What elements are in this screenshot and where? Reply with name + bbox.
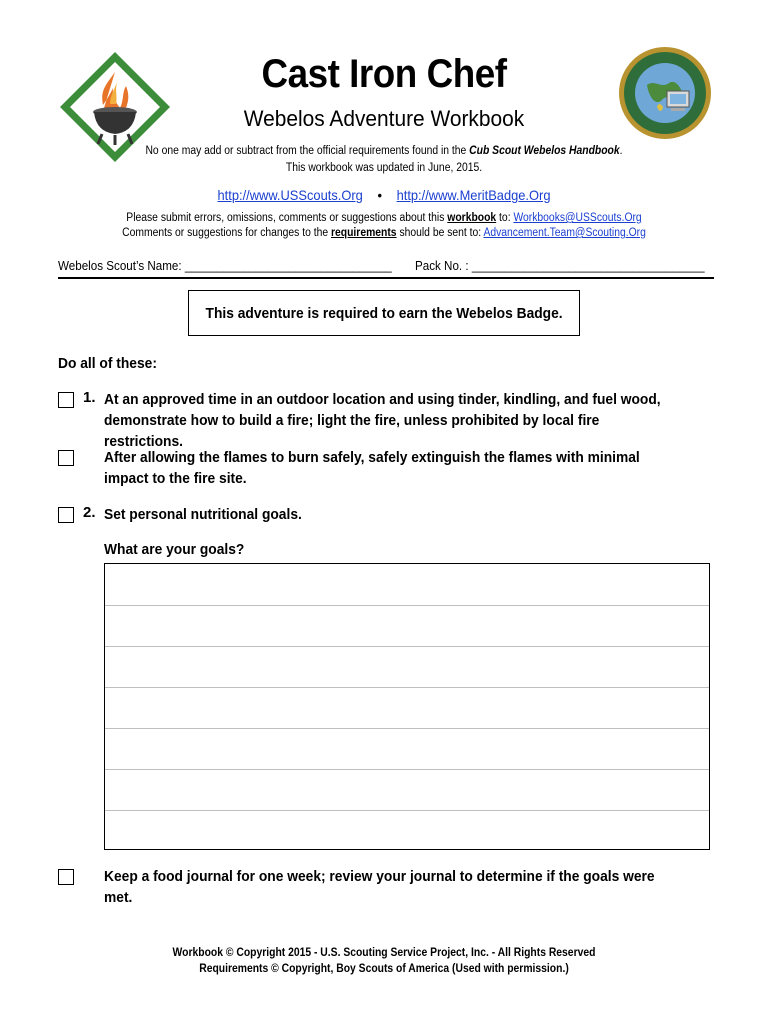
- bullet-separator: •: [377, 187, 382, 203]
- req-1b-checkbox[interactable]: [58, 450, 74, 466]
- requirements-copyright: Requirements © Copyright, Boy Scouts of America (Used with permission.): [199, 963, 569, 975]
- scout-name-field[interactable]: Webelos Scout’s Name: ________________________________: [58, 259, 392, 273]
- req-2-text: Set personal nutritional goals.: [104, 506, 302, 523]
- answer-line: [105, 646, 709, 647]
- updated-date: This workbook was updated in June, 2015.: [285, 162, 483, 174]
- pack-number-field[interactable]: Pack No. : ____________________________________: [414, 259, 705, 273]
- answer-line: [105, 769, 709, 770]
- answer-line: [105, 728, 709, 729]
- workbooks-email-link[interactable]: Workbooks@USScouts.Org: [513, 212, 642, 224]
- header-divider: [58, 277, 714, 279]
- answer-line: [105, 810, 709, 811]
- usscouts-link[interactable]: http://www.USScouts.Org: [217, 187, 363, 203]
- req-1-checkbox[interactable]: [58, 392, 74, 408]
- errors-contact: Please submit errors, omissions, comments or suggestions about this workbook to: Workbooks@USScouts.Org: [126, 212, 642, 224]
- workbook-copyright: Workbook © Copyright 2015 - U.S. Scouting Service Project, Inc. - All Rights Reserved: [172, 947, 596, 959]
- req-1b-text: After allowing the flames to burn safely, safely extinguish the flames with minimal impact to the fire site.: [104, 449, 640, 487]
- page-title: Cast Iron Chef: [261, 52, 507, 96]
- meritbadge-link[interactable]: http://www.MeritBadge.Org: [396, 187, 551, 203]
- req-1-text: At an approved time in an outdoor location and using tinder, kindling, and fuel wood, demonstrate how to build a fire; light the fire, unless prohibited by local fire restrictions.: [104, 391, 661, 450]
- scout-info-row: [58, 259, 705, 273]
- req-2b-text: Keep a food journal for one week; review your journal to determine if the goals were met.: [104, 868, 655, 906]
- page-subtitle: Webelos Adventure Workbook: [243, 106, 525, 131]
- req-1-number: 1.: [83, 389, 96, 406]
- req-2-checkbox[interactable]: [58, 507, 74, 523]
- badge-requirement-box: This adventure is required to earn the Webelos Badge.: [188, 290, 580, 336]
- do-all-heading: Do all of these:: [58, 355, 157, 372]
- req-2-number: 2.: [83, 504, 96, 521]
- advancement-email-link[interactable]: Advancement.Team@Scouting.Org: [483, 227, 646, 239]
- requirements-contact: Comments or suggestions for changes to the requirements should be sent to: Advancement.Team@Scouting.Org: [122, 227, 646, 239]
- goals-question: What are your goals?: [104, 541, 245, 558]
- handbook-notice: No one may add or subtract from the official requirements found in the Cub Scout Webelos Handbook.: [145, 145, 623, 157]
- answer-line: [105, 605, 709, 606]
- req-2b-checkbox[interactable]: [58, 869, 74, 885]
- website-links: [31, 187, 738, 203]
- goals-answer-box[interactable]: [104, 563, 710, 850]
- answer-line: [105, 687, 709, 688]
